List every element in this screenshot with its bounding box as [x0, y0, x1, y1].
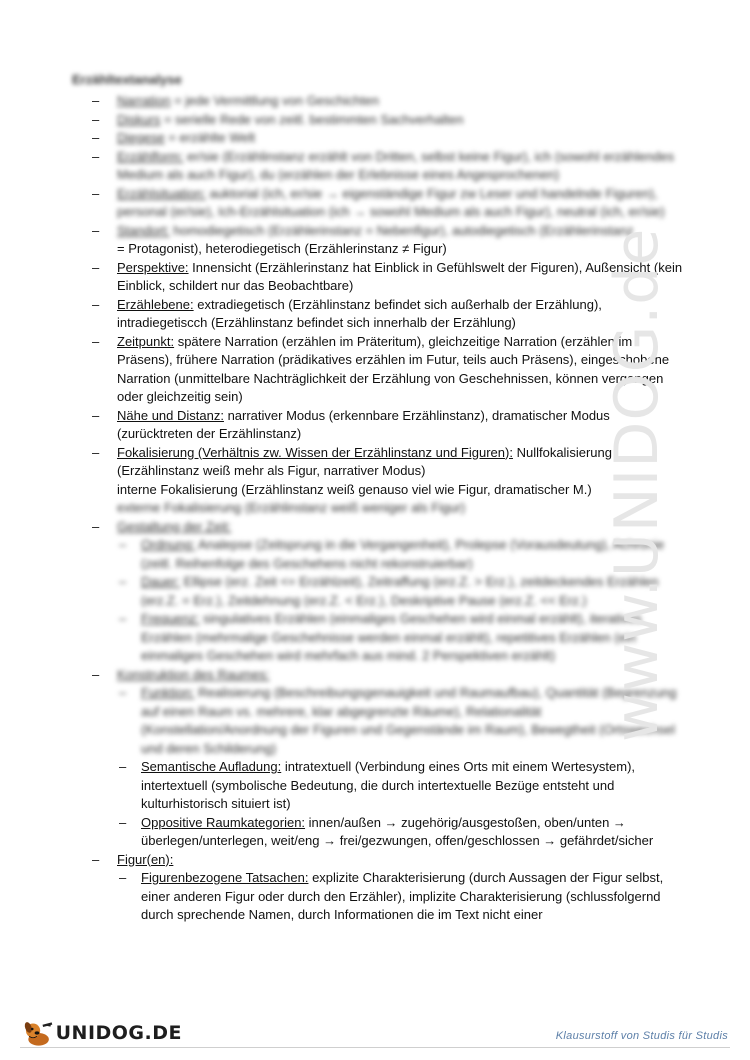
- sub-item-text: explizite Charakterisierung (durch Aussagen der Figur selbst, einer anderen Figur oder durch den Erzähler), implizite Charakterisierung (schlussfolgernd durch sprechende Namen, durch Informationen die im Text nicht einer: [141, 870, 664, 922]
- item-term: Diegese: [117, 130, 165, 145]
- list-item: [86, 407, 686, 444]
- list-item: [86, 296, 686, 333]
- list-item: [86, 333, 686, 407]
- item-continuation: = Protagonist), heterodiegetisch (Erzählerinstanz ≠ Figur): [117, 241, 447, 256]
- item-text: = serielle Rede von zeitl. bestimmten Sachverhalten: [160, 111, 464, 127]
- sub-item-term: Frequenz:: [141, 611, 200, 626]
- sub-list: [117, 536, 686, 666]
- sub-list-item: [117, 758, 686, 814]
- item-text: narrativer Modus (erkennbare Erzählinstanz), dramatischer Modus (zurücktreten der Erzählinstanz): [117, 407, 610, 441]
- sub-item-term: Funktion:: [141, 685, 195, 700]
- dog-icon: [22, 1013, 54, 1053]
- item-term: Erzählform:: [117, 148, 184, 164]
- list-item: [86, 111, 686, 130]
- unidog-logo: [22, 1013, 182, 1053]
- sub-item-term: Figurenbezogene Tatsachen:: [141, 870, 309, 885]
- item-term: Perspektive:: [117, 259, 189, 275]
- sub-list-item: [117, 536, 686, 573]
- item-term: Narration: [117, 93, 171, 108]
- item-text: = jede Vermittlung von Geschichten: [170, 93, 379, 108]
- watermark: www.UNIDOG.de: [602, 227, 672, 742]
- sub-list-item: [117, 610, 686, 666]
- list-item: [86, 185, 686, 222]
- list-item: [86, 129, 686, 148]
- sub-item-text: intratextuell (Verbindung eines Orts mit einem Wertesystem), intertextuell (symbolische Bedeutung, die durch intertextuelle Bezüge entsteht und kulturhistorisch situiert ist): [141, 759, 636, 811]
- sub-item-text: Realisierung (Beschreibungsgenauigkeit und Raumaufbau), Quantität (Begrenzung auf einen Raum vs. mehrere, klar abgegrenzte Räume), Relationalität (Konstellation/Anordnung der Figuren und Gegenstände im Raum), Bewegtheit (Ortswechsel und deren Schilderung): [141, 685, 677, 756]
- sub-list: [117, 869, 686, 925]
- item-continuation: interne Fokalisierung (Erzählinstanz weiß genauso viel wie Figur, dramatischer M.): [117, 481, 592, 497]
- list-item: [86, 518, 686, 666]
- list-item: [86, 92, 686, 111]
- footer-tagline: Klausurstoff von Studis für Studis: [555, 1030, 728, 1042]
- sub-list-item: [117, 684, 686, 758]
- item-text: extradiegetisch (Erzählinstanz befindet sich außerhalb der Erzählung), intradiegetiscch (Erzählinstanz befindet sich innerhalb der Erzählung): [117, 296, 602, 330]
- list-item: [86, 851, 686, 925]
- sub-item-term: Oppositive Raumkategorien:: [141, 814, 306, 830]
- sub-list-item: [117, 814, 686, 851]
- item-term: Nähe und Distanz:: [117, 407, 224, 423]
- item-term: Fokalisierung (Verhältnis zw. Wissen der Erzählinstanz und Figuren):: [117, 444, 513, 460]
- item-continuation: externe Fokalisierung (Erzählinstanz weiß weniger als Figur): [117, 500, 466, 515]
- item-term: Erzählebene:: [117, 296, 194, 312]
- item-text: er/sie (Erzählinstanz erzählt von Dritten, selbst keine Figur), ich (sowohl erzählendes Medium als auch Figur), du (erzählen der Erlebnisse eines Angesprochenen): [117, 148, 675, 182]
- sub-list-item: [117, 869, 686, 925]
- sub-list-item: [117, 573, 686, 610]
- item-term: Standort:: [117, 222, 170, 238]
- item-text: homodiegetisch (Erzählerinstanz = Nebenfigur), autodiegetisch (Erzählerinstanz: [169, 222, 634, 238]
- item-text: auktorial (ich, er/sie → eigenständige Figur zw Leser und handelnde Figuren), personal (er/sie), Ich-Erzählsituation (ich → sowohl Medium als auch Figur), neutral (ich, er/sie): [117, 185, 665, 219]
- sub-item-text: Ellipse (erz. Zeit <= Erzählzeit), Zeitraffung (erz.Z. > Erz.), zeitdeckendes Erzählen (erz.Z. = Erz.), Zeitdehnung (erz.Z. < Erz.), Deskriptive Pause (erz.Z. << Erz.): [141, 574, 659, 608]
- list-item: [86, 222, 686, 259]
- list-item: [86, 259, 686, 296]
- item-term: Gestaltung der Zeit:: [117, 518, 232, 534]
- list-item: [86, 666, 686, 851]
- sub-item-term: Dauer:: [141, 574, 181, 589]
- term-list: [86, 92, 686, 925]
- sub-item-term: Semantische Aufladung:: [141, 759, 282, 774]
- section-title: Erzähltextanalyse: [72, 72, 182, 87]
- list-item: [86, 148, 686, 185]
- sub-item-text: innen/außen → zugehörig/ausgestoßen, oben/unten → überlegen/unterlegen, weit/eng → frei/gezwungen, offen/geschlossen → gefährdet/sicher: [141, 814, 654, 848]
- item-term: Zeitpunkt:: [117, 333, 175, 349]
- logo-text: UNIDOG.DE: [55, 1022, 182, 1044]
- sub-list: [117, 684, 686, 851]
- list-item: [86, 444, 686, 518]
- item-term: Diskurs: [117, 111, 161, 127]
- sub-item-text: Analepse (Zeitsprung in die Vergangenheit), Prolepse (Vorausdeutung), Achronie (zeitl. Reihenfolge des Geschehens nicht rekonstruierbar): [141, 537, 665, 571]
- item-term: Erzählsituation:: [117, 185, 206, 201]
- item-term: Figur(en):: [117, 851, 174, 867]
- item-text: spätere Narration (erzählen im Präteritum), gleichzeitige Narration (erzählen im Präsens), frühere Narration (prädikatives erzählen im Futur, teils auch Präsens), eingeschobene Narration (unmittelbare Nachträglichkeit der Erzählung von Geschehnissen, können vergangen oder gleichzeitig sein): [117, 333, 670, 404]
- sub-item-text: singulatives Erzählen (einmaliges Geschehen wird einmal erzählt), iteratives Erzählen (mehrmalige Geschehnisse werden einmal erzählt), repetitives Erzählen (ein einmaliges Geschehen wird mehrfach aus mind. 2 Perspektiven erzählt): [141, 611, 642, 663]
- item-text: Nullfokalisierung (Erzählinstanz weiß mehr als Figur, narrativer Modus): [117, 444, 612, 478]
- item-text: = erzählte Welt: [164, 130, 256, 145]
- sub-item-term: Ordnung:: [141, 537, 196, 552]
- item-text: Innensicht (Erzählerinstanz hat Einblick in Gefühlswelt der Figuren), Außensicht (kein Einblick, schildert nur das Beobachtbare): [117, 259, 683, 293]
- item-term: Konstruktion des Raumes:: [117, 666, 270, 682]
